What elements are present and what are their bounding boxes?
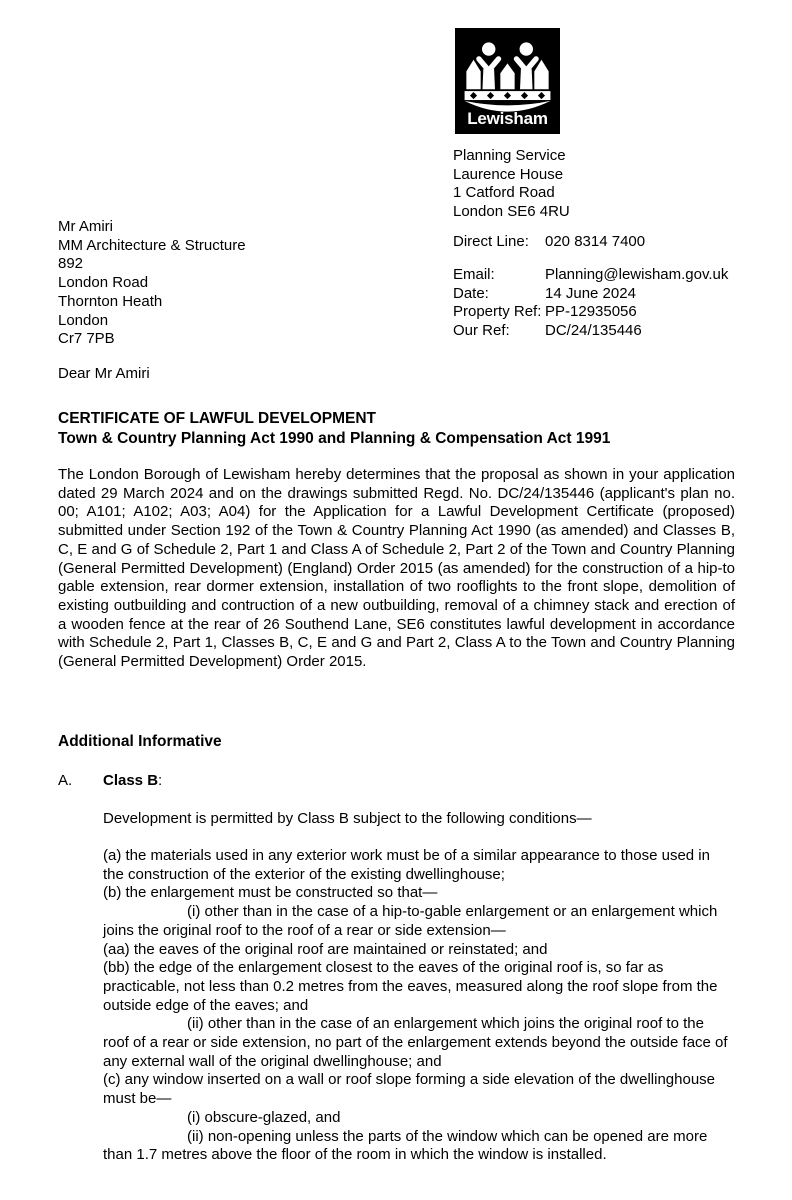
field-value: DC/24/135446 [545,322,642,340]
title-line-1: CERTIFICATE OF LAWFUL DEVELOPMENT [58,410,377,427]
sender-address-line: Laurence House [453,165,564,183]
recipient-address-line: Cr7 7PB [58,330,115,348]
recipient-address [58,218,246,349]
field-value: PP-12935056 [545,303,637,321]
condition-line: (i) other than in the case of a hip-to-gable enlargement or an enlargement which joins the original roof to the roof of a rear or side extension— [103,903,718,939]
condition-line: (ii) other than in the case of an enlargement which joins the original roof to the roof of a rear or side extension, no part of the enlargement extends beyond the outside face of any external wall of the original dwellinghouse; and [103,1015,728,1070]
condition-line: (bb) the edge of the enlargement closest to the eaves of the original roof is, so far as practicable, not less than 0.2 metres from the eaves, measured along the roof slope from the outside edge of the eaves; and [103,959,718,1014]
field-value: 020 8314 7400 [545,233,646,250]
title-line-2: Town & Country Planning Act 1990 and Planning & Compensation Act 1991 [58,429,611,447]
field-row [453,285,728,304]
field-label: Property Ref: [453,303,542,321]
condition-line: (b) the enlargement must be constructed so that— [103,884,438,902]
item-title-suffix: : [158,772,163,789]
class-b-intro: Development is permitted by Class B subject to the following conditions— [103,810,592,827]
field-label: Date: [453,284,489,302]
recipient-address-line: 892 [58,255,84,273]
sender-address-line: Planning Service [453,147,566,164]
recipient-address-line: London [58,311,109,329]
field-value: 14 June 2024 [545,284,636,302]
recipient-address-line: Thornton Heath [58,292,163,310]
field-label: Our Ref: [453,322,510,340]
class-b-conditions [103,847,730,1165]
field-row [453,233,645,252]
logo-wordmark: Lewisham [467,109,548,128]
direct-line-row [453,233,645,252]
recipient-address-line: London Road [58,274,149,292]
crown-icon [461,37,554,113]
field-row [453,322,728,341]
condition-line: (aa) the eaves of the original roof are maintained or reinstated; and [103,940,548,958]
recipient-address-line: MM Architecture & Structure [58,236,246,254]
lewisham-logo [455,28,560,134]
condition-line: (a) the materials used in any exterior work must be of a similar appearance to those used in the construction of the exterior of the existing dwellinghouse; [103,847,710,883]
field-label: Direct Line: [453,233,529,250]
letter-title [58,409,610,448]
field-row [453,303,728,322]
item-letter: A. [58,772,73,789]
field-value: Planning@lewisham.gov.uk [545,266,729,283]
condition-line: (i) obscure-glazed, and [187,1108,341,1126]
condition-line: (c) any window inserted on a wall or roof slope forming a side elevation of the dwellinghouse must be— [103,1071,716,1108]
item-title [103,772,162,791]
additional-informative-heading: Additional Informative [58,733,222,750]
recipient-address-line: Mr Amiri [58,218,113,235]
condition-line: (ii) non-opening unless the parts of the window which can be opened are more than 1.7 metres above the floor of the room in which the window is installed. [103,1127,708,1164]
determination-paragraph: The London Borough of Lewisham hereby determines that the proposal as shown in your application dated 29 March 2024 and on the drawings submitted Regd. No. DC/24/135446 (applicant's plan no. 00; A101; A102; A03; A04) for the Application for a Lawful Development Certificate (proposed) submitted under Section 192 of the Town & Country Planning Act 1990 (as amended) and Classes B, C, E and G of Schedule 2, Part 1 and Class A of Schedule 2, Part 2 of the Town and Country Planning (General Permitted Development) (England) Order 2015 (as amended) for the construction of a hip-to gable extension, rear dormer extension, installation of two rooflights to the front slope, demolition of existing outbuilding and contruction of a new outbuilding, removal of a chimney stack and erection of a wooden fence at the rear of 26 Southend Lane, SE6 constitutes lawful development in accordance with Schedule 2, Part 1, Classes B, C, E and G and Part 2, Class A to the Town and Country Planning (General Permitted Development) Order 2015. [58,466,735,671]
sender-address-line: 1 Catford Road [453,184,555,202]
sender-address [453,147,570,222]
item-a-class-b [58,772,162,791]
sender-address-line: London SE6 4RU [453,203,570,221]
item-title-bold: Class B [103,772,159,789]
field-row [453,266,728,285]
field-label: Email: [453,266,495,283]
contact-details [453,266,728,341]
salutation: Dear Mr Amiri [58,365,150,382]
